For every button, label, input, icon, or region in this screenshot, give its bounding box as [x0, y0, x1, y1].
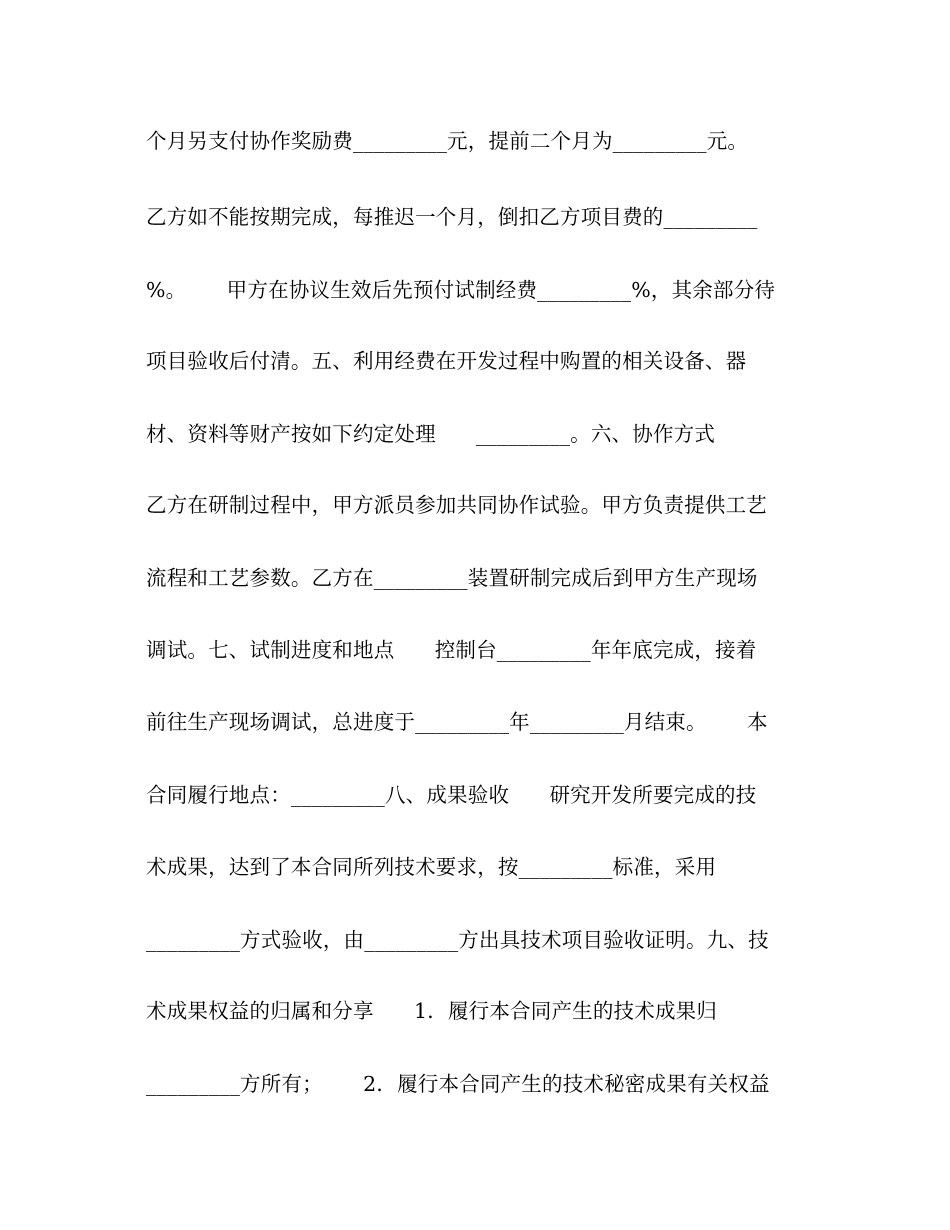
text-line-10: 合同履行地点：_________八、成果验收 研究开发所要完成的技	[146, 783, 757, 807]
text-line-4: 项目验收后付清。五、利用经费在开发过程中购置的相关设备、器	[146, 349, 747, 373]
text-line-6: 乙方在研制过程中，甲方派员参加共同协作试验。甲方负责提供工艺	[146, 493, 767, 517]
text-line-9: 前往生产现场调试，总进度于_________年_________月结束。 本	[146, 710, 768, 734]
text-line-2: 乙方如不能按期完成，每推迟一个月，倒扣乙方项目费的_________	[146, 205, 758, 229]
text-line-5: 材、资料等财产按如下约定处理 _________。六、协作方式	[146, 422, 716, 446]
text-line-3: %。 甲方在协议生效后先预付试制经费_________%，其余部分待	[146, 278, 776, 302]
text-line-14: _________方所有； 2．履行本合同产生的技术秘密成果有关权益	[146, 1072, 770, 1096]
text-line-11: 术成果，达到了本合同所列技术要求，按_________标准，采用	[146, 855, 717, 879]
text-line-7: 流程和工艺参数。乙方在_________装置研制完成后到甲方生产现场	[146, 566, 758, 590]
text-line-1: 个月另支付协作奖励费_________元，提前二个月为_________元。	[146, 129, 749, 153]
text-line-8: 调试。七、试制进度和地点 控制台_________年年底完成，接着	[146, 638, 757, 662]
text-line-12: _________方式验收，由_________方出具技术项目验收证明。九、技	[146, 928, 769, 952]
text-line-13: 术成果权益的归属和分享 1．履行本合同产生的技术成果归	[146, 999, 718, 1023]
